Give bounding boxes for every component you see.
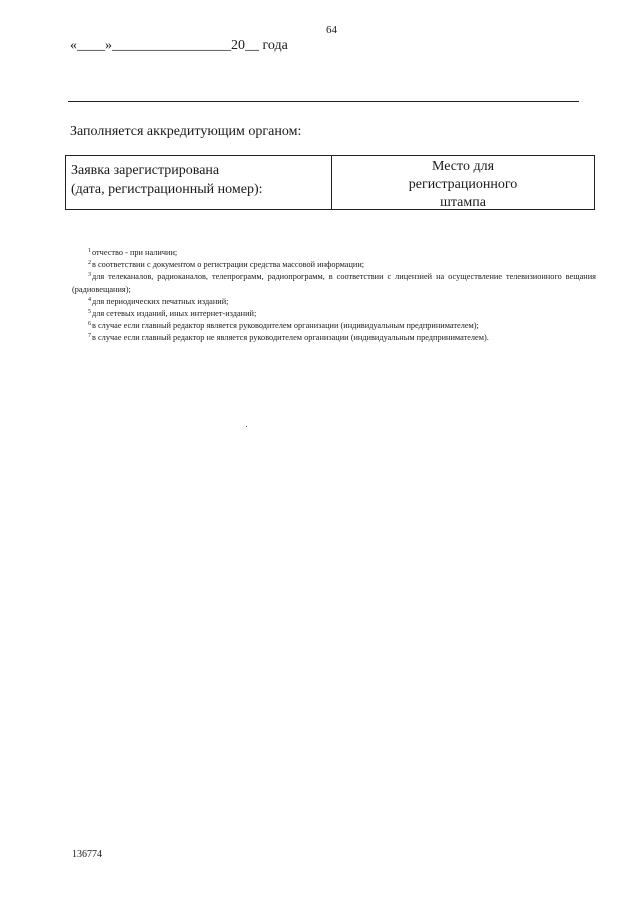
footnote: [72, 247, 596, 259]
stamp-cell: [332, 156, 594, 209]
page-number: 64: [326, 24, 337, 36]
document-code: 136774: [72, 849, 102, 860]
stamp-label-line3: штампа: [440, 195, 486, 210]
registration-cell: [66, 156, 332, 209]
footnote-mark: 1: [88, 248, 91, 254]
footnote-mark: 4: [88, 296, 91, 303]
footnote-text: для сетевых изданий, иных интернет-изданий;: [92, 309, 257, 319]
footnote-mark: 5: [88, 309, 91, 316]
stamp-label-line1: Место для: [431, 159, 495, 174]
footnote-text: в случае если главный редактор является руководителем организации (индивидуальным предпринимателем);: [92, 321, 479, 331]
footnote: [72, 320, 596, 332]
footnote: [72, 296, 596, 308]
footnotes: [72, 247, 596, 345]
signature-line: [68, 101, 579, 102]
footnote-text: в соответствии с документом о регистрации средства массовой информации;: [92, 260, 365, 270]
stamp-label-line2: регистрационного: [408, 177, 518, 192]
footnote-text: отчество - при наличии;: [92, 248, 178, 257]
footnote-text: в случае если главный редактор не является руководителем организации (индивидуальным предпринимателем).: [92, 333, 489, 343]
footnote: [72, 308, 596, 320]
scan-speck: [246, 426, 247, 427]
registration-sublabel: (дата, регистрационный номер):: [71, 182, 263, 197]
footnote-mark: 2: [88, 260, 91, 267]
authority-heading: Заполняется аккредитующим органом:: [70, 124, 302, 139]
footnote-text: для периодических печатных изданий;: [92, 296, 229, 306]
footnote: [72, 332, 596, 344]
footnote: [72, 271, 596, 295]
footnote-mark: 6: [88, 321, 91, 328]
footnote-text: для телеканалов, радиоканалов, телепрограмм, радиопрограмм, в соответствии с лицензией на осуществление телевизионного вещания (радиовещания);: [72, 272, 596, 294]
footnote: [72, 259, 596, 271]
registration-table: [65, 155, 595, 210]
footnote-mark: 7: [88, 333, 91, 340]
footnote-mark: 3: [88, 272, 91, 279]
date-line: «____»_________________20__ года: [70, 38, 288, 53]
registration-label: Заявка зарегистрирована: [71, 163, 220, 178]
